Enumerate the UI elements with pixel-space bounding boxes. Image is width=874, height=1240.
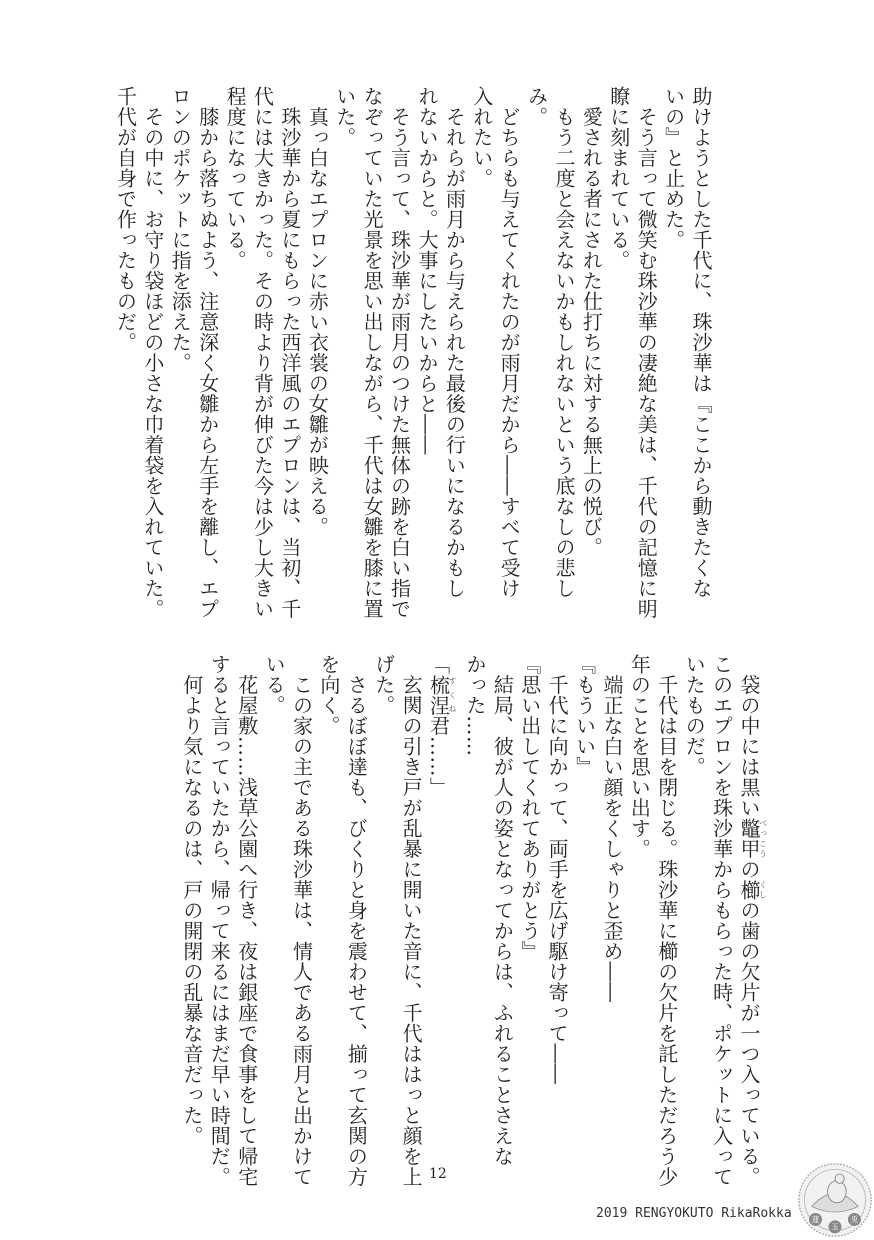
text-run: の歯の欠片が一つ入っている。 (737, 900, 761, 1187)
text-column (385, 86, 412, 619)
text-run: 「 (426, 654, 451, 675)
ruby-reading: べっこう (758, 818, 768, 859)
ruby-reading: すくね (448, 674, 458, 716)
text-column (680, 654, 707, 1187)
text-run: 入れたい。 (469, 86, 494, 189)
text-column (248, 86, 275, 619)
text-column (598, 654, 625, 1187)
text-column (687, 86, 714, 619)
text-column (550, 86, 577, 619)
text-column (205, 654, 232, 1187)
text-run: それらが雨月から与えられた最後の行いになるかもし (442, 86, 467, 599)
text-run: 袋の中には黒い (737, 654, 761, 818)
text-column (440, 86, 467, 619)
text-column (166, 86, 193, 619)
text-column (735, 654, 771, 1187)
text-run: 程度になっている。 (223, 86, 248, 271)
text-run: そう言って、珠沙華が雨月のつけた無体の跡を白い指で (387, 86, 412, 619)
text-column (369, 654, 396, 1187)
text-column (330, 86, 357, 619)
text-run: 年のことを思い出す。 (627, 654, 652, 859)
page-number: 12 (429, 1166, 447, 1182)
text-run: 千代が自身で作ったものだ。 (113, 86, 138, 353)
text-column (632, 86, 659, 619)
text-run: いる。 (262, 654, 287, 716)
text-column (138, 86, 165, 619)
text-run: さるぼぼ達も、びくりと身を震わせて、揃って玄関の方 (344, 654, 369, 1187)
text-run: み。 (524, 86, 549, 127)
ruby-text (737, 879, 768, 901)
text-column (570, 654, 597, 1187)
text-column (303, 86, 330, 619)
ruby-base: 梳涅 (426, 674, 451, 716)
text-run: 助けようとした千代に、珠沙華は『ここから動きたくな (689, 86, 713, 599)
text-run: どちらも与えてくれたのが雨月だから――すべて受け (497, 86, 522, 599)
text-column (342, 654, 369, 1187)
text-column (260, 654, 287, 1187)
text-column (397, 654, 424, 1187)
text-run: 愛される者にされた仕打ちに対する無上の悦び。 (579, 86, 604, 558)
text-column (604, 86, 631, 619)
text-run: すると言っていたから、帰って来るにはまだ早い時間だ。 (207, 654, 232, 1187)
text-column (515, 654, 542, 1187)
text-run: 君……」 (426, 715, 451, 798)
text-column (543, 654, 570, 1187)
text-run: その中に、お守り袋ほどの小さな巾着袋を入れていた。 (140, 86, 165, 619)
text-block-bottom (177, 654, 771, 1187)
text-run: 玄関の引き戸が乱暴に開いた音に、千代ははっと顔を上 (399, 654, 424, 1187)
text-column (659, 86, 686, 619)
text-column (461, 654, 488, 1187)
logo-char: 玉 (831, 1222, 839, 1232)
text-column (232, 654, 259, 1187)
text-column (193, 86, 220, 619)
text-run: 真っ白なエプロンに赤い衣裳の女雛が映える。 (305, 86, 330, 537)
text-run: このエプロンを珠沙華からもらった時、ポケットに入って (709, 654, 734, 1187)
text-column (111, 86, 138, 619)
text-run: いの』と止めた。 (661, 86, 686, 250)
text-block-top (111, 86, 714, 619)
text-column (625, 654, 652, 1187)
ruby-base: 鼈甲 (737, 818, 761, 859)
text-column (467, 86, 494, 619)
text-run: 結局、彼が人の姿となってからは、ふれることさえな (490, 654, 515, 1167)
text-run: 花屋敷……浅草公園へ行き、夜は銀座で食事をして帰宅 (234, 654, 259, 1187)
text-run: 代には大きかった。その時より背が伸びた今は少し大きい (250, 86, 275, 619)
text-column (221, 86, 248, 619)
ruby-reading: くし (758, 879, 768, 900)
text-run: そう言って微笑む珠沙華の凄絶な美は、千代の記憶に明 (634, 86, 659, 619)
text-run: 端正な白い顔をくしゃりと歪め―― (599, 654, 624, 1003)
text-column (358, 86, 385, 619)
text-column (315, 654, 342, 1187)
text-run: ロンのポケットに指を添えた。 (168, 86, 193, 373)
ruby-text (426, 674, 458, 716)
text-run: 膝から落ちぬよう、注意深く女雛から左手を離し、エプ (195, 86, 220, 619)
text-run: 千代に向かって、両手を広げ駆け寄って―― (545, 654, 570, 1085)
text-column (522, 86, 549, 619)
text-run: れないからと。大事にしたいからと―― (414, 86, 439, 455)
text-run: 瞭に刻まれている。 (606, 86, 631, 271)
text-run: 珠沙華から夏にもらった西洋風のエプロンは、当初、千 (277, 86, 302, 619)
text-run: げた。 (371, 654, 396, 716)
text-column (276, 86, 303, 619)
text-column (413, 86, 440, 619)
text-run: いたものだ。 (682, 654, 707, 777)
text-run: いた。 (332, 86, 357, 148)
text-run: の (737, 859, 761, 880)
text-column (287, 654, 314, 1187)
text-column (707, 654, 734, 1187)
text-column (495, 86, 522, 619)
text-column (488, 654, 515, 1187)
text-run: 『思い出してくれてありがとう』 (517, 654, 542, 962)
text-run: 何より気になるのは、戸の開閉の乱暴な音だった。 (179, 654, 204, 1146)
text-run: 『もういい』 (572, 654, 597, 777)
logo-char: 兎 (850, 1215, 859, 1225)
ruby-text (737, 818, 768, 859)
text-run: 千代は目を閉じる。珠沙華に櫛の欠片を託しただろう少 (654, 654, 679, 1187)
text-column (652, 654, 679, 1187)
rabbit-lotus-logo-icon (797, 1162, 873, 1238)
text-run: を向く。 (316, 654, 341, 736)
text-run: もう二度と会えないかもしれないという底なしの悲し (551, 86, 576, 599)
logo-char: 蓮 (811, 1215, 820, 1225)
text-run: この家の主である珠沙華は、情人である雨月と出かけて (289, 654, 314, 1187)
text-run: なぞっていた光景を思い出しながら、千代は女雛を膝に置 (360, 86, 385, 619)
text-run: かった…… (462, 654, 487, 757)
text-column (424, 654, 460, 1187)
ruby-base: 櫛 (737, 879, 761, 900)
copyright-footer: 2019 RENGYOKUTO RikaRokka (596, 1206, 792, 1221)
text-column (577, 86, 604, 619)
text-column (177, 654, 204, 1187)
